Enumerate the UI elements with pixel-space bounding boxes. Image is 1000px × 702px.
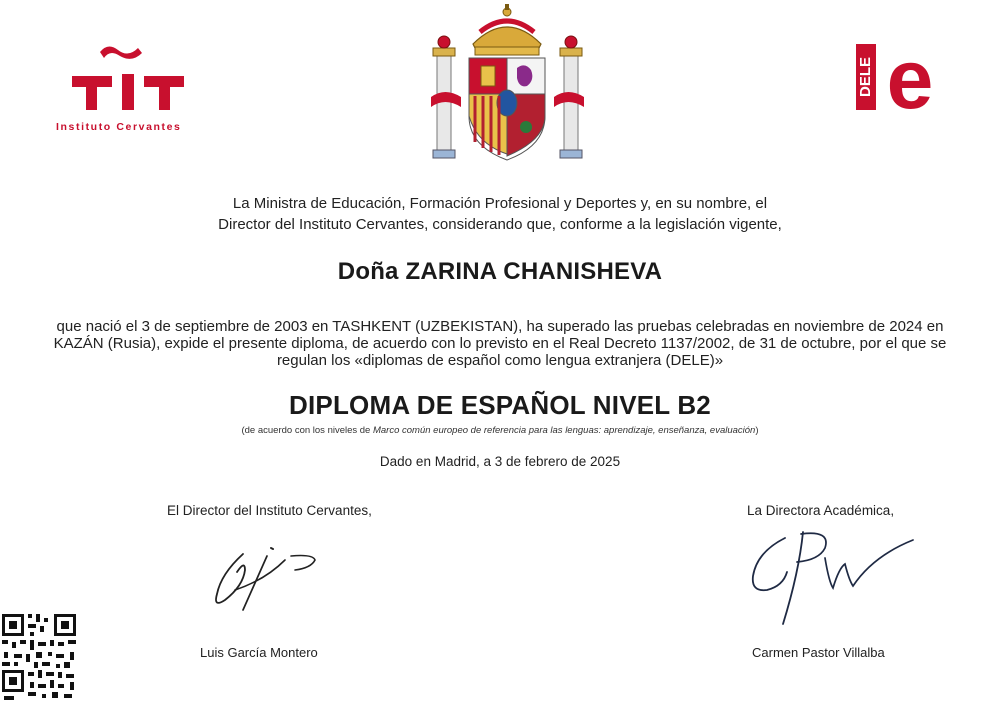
diploma-title: DIPLOMA DE ESPAÑOL NIVEL B2 <box>289 390 711 420</box>
qr-code-icon[interactable] <box>0 612 78 702</box>
right-signature-icon <box>745 528 915 628</box>
framework-prefix: (de acuerdo con los niveles de <box>241 425 373 436</box>
dele-logo-text: DELE <box>857 56 874 98</box>
intro-line: Director del Instituto Cervantes, considerando que, conforme a la legislación vigente, <box>218 216 782 233</box>
left-signer-role: El Director del Instituto Cervantes, <box>167 503 372 518</box>
framework-italic: Marco común europeo de referencia para las lenguas: aprendizaje, enseñanza, evaluación <box>372 425 756 436</box>
intro-text <box>0 193 1000 235</box>
framework-note <box>0 425 1000 436</box>
dele-logo-icon <box>852 40 944 116</box>
left-signature-icon <box>205 540 335 620</box>
right-signer-name: Carmen Pastor Villalba <box>752 645 885 660</box>
recipient-name: Doña ZARINA CHANISHEVA <box>337 258 663 285</box>
body-line: KAZÁN (Rusia), expide el presente diploma, de acuerdo con lo previsto en el Real Decreto 1137/2002, de 31 de octubre, por el que se <box>53 335 947 352</box>
left-signer-name: Luis García Montero <box>200 645 318 660</box>
dele-logo-letter: e <box>886 40 934 116</box>
intro-line: La Ministra de Educación, Formación Profesional y Deportes y, en su nombre, el <box>232 195 768 212</box>
framework-suffix: ) <box>755 425 759 436</box>
body-line: regulan los «diplomas de español como lengua extranjera (DELE)» <box>276 352 724 369</box>
coat-of-arms-icon <box>425 2 590 167</box>
certificate-body <box>36 318 964 369</box>
right-signer-role: La Directora Académica, <box>747 503 895 518</box>
body-line: que nació el 3 de septiembre de 2003 en TASHKENT (UZBEKISTAN), ha superado las pruebas celebradas en noviembre de 2024 en <box>56 318 944 335</box>
instituto-cervantes-logo-text: Instituto Cervantes <box>56 121 182 133</box>
issue-date: Dado en Madrid, a 3 de febrero de 2025 <box>379 454 621 469</box>
